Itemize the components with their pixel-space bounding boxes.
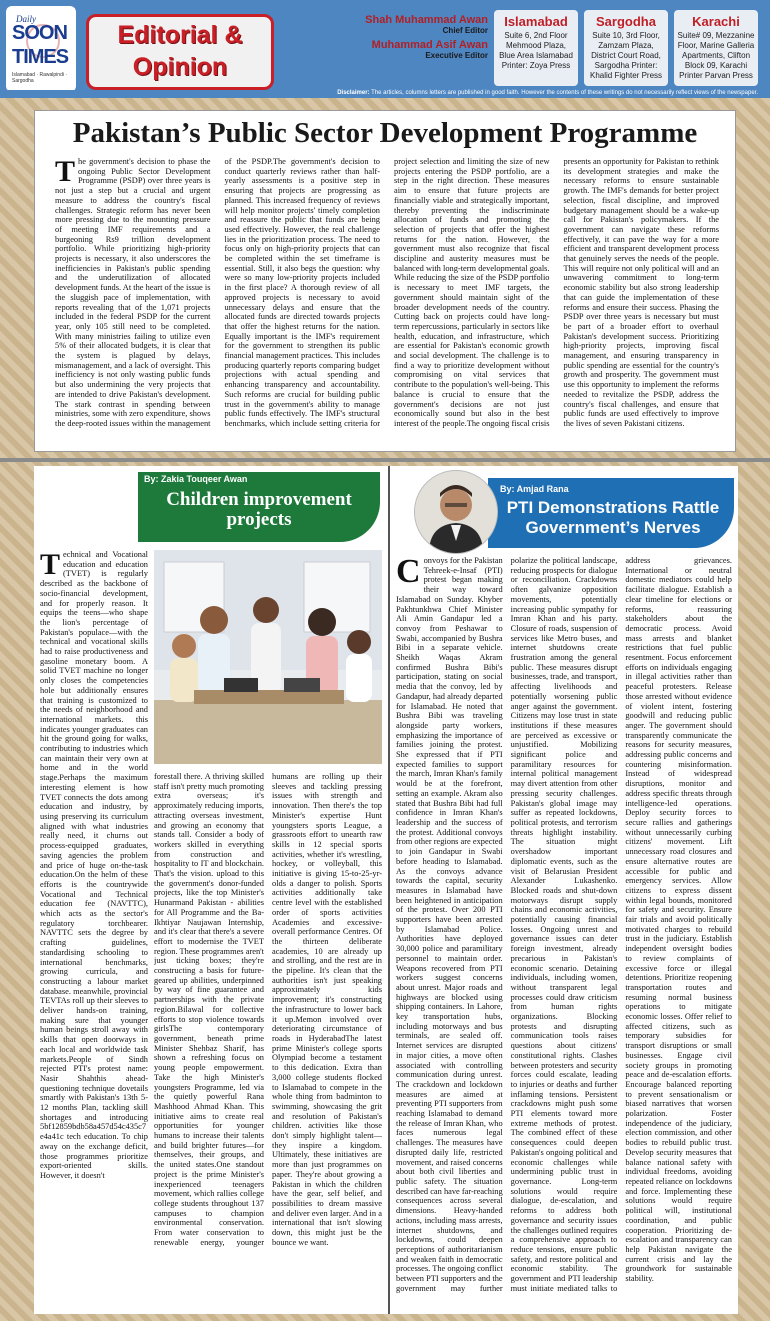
office-city: Sargodha bbox=[596, 14, 656, 29]
article-right-body bbox=[396, 556, 732, 1308]
article-left-byline: By: Zakia Touqeer Awan bbox=[144, 474, 248, 484]
editorial-panel bbox=[34, 110, 736, 452]
article-children-improvement bbox=[34, 466, 388, 1314]
article-right-byline: By: Amjad Rana bbox=[500, 484, 569, 494]
office-city: Islamabad bbox=[504, 14, 568, 29]
article-left-dropcap: T bbox=[40, 550, 61, 581]
disclaimer-bar bbox=[0, 90, 770, 98]
disclaimer-label: Disclaimer: bbox=[337, 90, 370, 96]
section-title-box bbox=[86, 14, 274, 90]
disclaimer-text: The articles, columns letters are published in good faith. However the contents of these writings do not necessarily reflect views of the newspaper. bbox=[371, 90, 758, 96]
article-right-text: onvoys for the Pakistan Tehreek-e-Insaf (PTI) protest began making their way toward Islamabad on Sunday. Khyber Pakhtunkhwa Chief Minister Ali Amin Gandapur led a convoy from Peshawar to Swabi, accompanied by Bushra Bibi in a separate vehicle. Sheikh Waqas Akram confirmed Bushra Bibi's participation, stating on social media that the convoy, led by Gandapur, had already departed for Islamabad. He noted that Bushra Bibi was traveling alongside party workers, emphasizing the importance of families joining the protest. She expressed that if PTI expected families to support the march, Imran Khan's family would be at the forefront, setting an example. Akram also stated that Bushra Bibi had full confidence in Imran Khan's leadership and the success of the protest. Additional convoys from other regions are expected to join Gandapur in Swabi before heading to Islamabad. As the convoys advance towards the capital, security measures in Islamabad have been heightened in anticipation of the protest. Over 200 PTI supporters have been arrested by Islamabad Police. Authorities have deployed 30,000 police and paramilitary personnel to maintain order. Weapons recovered from PTI workers suggest concerns about unrest. Major roads and highways are blocked using shipping containers. In Lahore, key transportation hubs, including motorways and bus terminals, are sealed off. Internet services are disrupted in major cities, a move often associated with controlling communication during unrest. The crackdown and lockdown measures are aimed at preventing PTI supporters from reaching Islamabad to demand the release of Imran Khan, who faces numerous legal challenges. The measures have disrupted daily life, restricted movement, and raised concerns about both civil liberties and public safety. The situation described can have far-reaching consequences across several dimensions. Heavy-handed actions, including mass arrests, internet shutdowns, and lockdowns, could deepen perceptions of authoritarianism and weaken faith in democratic processes. The ongoing conflict between PTI supporters and the government may further polarize the political landscape, reducing prospects for dialogue or reconciliation. Crackdowns often galvanize opposition movements, potentially increasing public sympathy for Imran Khan and his party. Closure of roads, suspension of services like Metro buses, and internet shutdowns create frustration among the general public. These measures disrupt businesses, trade, and transport, affecting livelihoods and potentially worsening public anger against the government. Citizens may lose trust in state institutions if these measures are perceived as excessive or unjustified. Mobilizing significant police and paramilitary resources for internal political management may divert attention from other pressing security challenges. Pakistan's global image may suffer as repeated lockdowns, political protests, and terrorism threats highlight instability. The situation might overshadow important diplomatic events, such as the visit of Belarusian President Alexander Lukashenko. Blocked roads and shut-down motorways disrupt supply chains and economic activities, potentially causing financial losses. Ongoing unrest and governance issues can deter foreign investment, already precarious in Pakistan's economic scenario. Detaining individuals, including women, without transparent legal processes could draw criticism from human rights organizations. Blocking protests and disrupting communication tools raises questions about citizens' constitutional rights. Clashes between protesters and security forces could escalate, leading to injuries or deaths and further inflaming tensions. Persistent crackdowns might push some PTI elements toward more extreme methods of protest. The combined effect of these consequences could deepen Pakistan's ongoing political and economic challenges while undermining public trust in governance. Long-term solutions would require dialogue, de-escalation, and reforms to address both governance and security issues the challenges outlined requires a comprehensive approach to reduce tensions, ensure public safety, and restore political and economic stability. The government and PTI leadership must initiate mediated talks to address grievances. International or neutral domestic mediators could help facilitate dialogue. Establish a clear timeline for elections or reforms, reassuring stakeholders about the democratic process. Avoid mass arrests and blanket restrictions that fuel public resentment. Focus enforcement efforts on individuals engaging in illegal activities rather than peaceful protesters. Release those arrested without evidence of violent intent, fostering goodwill and reducing public anger. The government should transparently communicate the reasons for security measures, addressing public concerns and countering misinformation. Instead of widespread disruptions, monitor and address specific threats through intelligence-led operations. Deploy security forces to secure rallies and gatherings without unnecessarily curbing citizens' movement. Lift unnecessary road closures and ensure alternative routes are accessible for public and emergency services. Allow citizens to express dissent within legal bounds, monitored for safety and security. Ensure fair trials and avoid politically motivated charges to rebuild trust in the judiciary. Establish independent oversight bodies to review complaints of excessive force or illegal detentions. Prioritize reopening transportation routes and resuming normal business operations to mitigate economic losses. Offer relief to affected citizens, such as temporary subsidies for transport disruptions or small businesses. Engage civil society groups in promoting peace and de-escalation efforts. Encourage balanced reporting to prevent sensationalism or biased narratives that worsen polarization. Foster independence of the judiciary, election commission, and other bodies to rebuild public trust. Develop security measures that balance national safety with individual freedoms, avoiding repeated reliance on lockdowns and force. Implementing these solutions would require political will, institutional coordination, and public cooperation. Prioritizing de-escalation and transparency can help Pakistan navigate the current crisis and lay the groundwork for sustainable stability. bbox=[396, 556, 732, 1293]
editorial-text: he government's decision to phase the ongoing Public Sector Development Programme (PSDP) over three years is not just a step but a crucial and urgent measure to address the country's fiscal challenges. Strategic reform has never been more pressing due to the mounting pressure of meeting IMF requirements and a burgeoning Rs9 trillion development portfolio. While prioritizing high-priority projects is necessary, it also underscores the inefficiencies in Pakistan's public spending and the underutilization of allocated development funds. At the heart of the issue is the sluggish pace of implementation, with reports revealing that of the 1,071 projects included in the federal PSDP for the current year, only 105 still need to be completed. With many ministries failing to utilize even 5% of their allocated budgets, it is clear that the system is plagued by delays, mismanagement, and a lack of oversight. This inefficiency is not only wasting public funds but also undermining the very projects that are intended to drive Pakistan's development. The stark contrast in spending between ministries, some with zero expenditure, shows the deep-rooted issues within the management of the PSDP.The government's decision to conduct quarterly reviews rather than half-yearly assessments is a positive step in ensuring that projects are progressing as planned. This increased frequency of reviews will help monitor projects' timely completion and reassure the public that funds are being used effectively. However, the real challenge lies in the prioritization process. The need to focus only on high-priority projects that can be completed within the set timeframe is essential. Still, it also begs the question: why were so many low-priority projects included in the first place? A thorough review of all approved projects is necessary to avoid unnecessary delays and ensure that the allocated funds are directed towards projects that offer the highest returns for the nation. Equally important is the IMF's requirement for the government to strengthen its public financial management practices. This includes producing quarterly reports comparing budget projections with actual spending and enhancing transparency and accountability. Such reforms are crucial for building public trust in the government's ability to manage public funds effectively. The IMF's structural benchmarks, which include setting criteria for project selection and limiting the size of new projects entering the PSDP portfolio, are a step in the right direction. These measures aim to ensure that future projects are financially viable and strategically important, thereby preventing the indiscriminate allocation of funds and promoting the selection of projects that offer the highest returns for the nation. However, the government must also recognize that fiscal discipline and austerity measures must be balanced with long-term developmental goals. While reducing the size of the PSDP portfolio is necessary to meet IMF targets, the government should maintain sight of the broader development needs of the country. Cutting back on projects could have long-term repercussions, particularly in sectors like health, education, and infrastructure, which are essential for Pakistan's economic growth and social development. The challenge is to find a way to prioritize development without compromising on vital services that contribute to the population's well-being. This balance is crucial to ensure that the government's decisions are not just economically sound but also in the best interest of the people.The ongoing fiscal crisis presents an opportunity for Pakistan to rethink its development strategies and make the necessary reforms to ensure sustainable growth. The IMF's demands for better project selection, fiscal discipline, and improved budgetary management should be a wake-up call for Pakistan's policymakers. If the government can navigate these reforms effectively, it can pave the way for a more efficient and transparent development process that genuinely serves the needs of the people. This will require not only political will and an unwavering commitment to long-term economic stability but also strong leadership that can guide the implementation of these reforms and ensure their success. Phasing the PSDP over three years is necessary but must be part of a broader effort to overhaul Pakistan's development success. Prioritizing high-priority projects, improving fiscal management, and ensuring transparency in public spending are essential for the country's growth and prosperity. The government must use this opportunity to implement the reforms needed to revitalize the PSDP, address the country's fiscal challenges, and ensure that public funds are used effectively to improve the lives of seven Pakistani citizens. bbox=[55, 157, 719, 428]
logo-subtitle: Islamabad · Rawalpindi · Sargodha bbox=[12, 72, 68, 84]
article-pti-demonstrations bbox=[390, 466, 738, 1314]
office-address: Suite 10, 3rd Floor, Zamzam Plaza, District Court Road, Sargodha Printer: Khalid Fighter Press bbox=[589, 31, 663, 80]
author-avatar bbox=[414, 470, 498, 554]
opinion-section bbox=[0, 462, 770, 1321]
article-left-header bbox=[138, 472, 380, 542]
executive-editor-name: Muhammad Asif Awan bbox=[371, 39, 488, 51]
executive-editor-role: Executive Editor bbox=[425, 51, 488, 60]
editorial-body bbox=[55, 157, 719, 443]
editors-block bbox=[312, 14, 488, 64]
article-left-columns bbox=[154, 772, 382, 1312]
chief-editor-name: Shah Muhammad Awan bbox=[365, 14, 488, 26]
office-address: Suite# 09, Mezzanine Floor, Marine Galleria Apartments, Clifton Block 09, Karachi Printer Parvan Press bbox=[677, 31, 755, 80]
office-karachi bbox=[674, 10, 758, 86]
editorial-title: Pakistan’s Public Sector Development Programme bbox=[72, 117, 698, 149]
article-left-column1 bbox=[40, 550, 148, 1308]
office-address: Suite 6, 2nd Floor Mehmood Plaza, Blue Area Islamabad Printer: Zoya Press bbox=[499, 31, 573, 70]
classroom-illustration bbox=[154, 550, 382, 764]
section-title-line2: Opinion bbox=[132, 53, 228, 81]
classroom-photo bbox=[154, 550, 382, 764]
author-portrait bbox=[415, 471, 497, 553]
masthead bbox=[0, 0, 770, 96]
logo-daily-text: Daily bbox=[16, 14, 36, 24]
article-left-text1: echnical and Vocational education and education (TVET) is regularly described as the backbone of socio-financial development, and for properly reason. It equips the teens—who shape the lion's percentage of Pakistan's populace—with the technical and vocational skills had to raise productiveness and gasoline monetary boom. A solid TVET machine no longer only closes the competencies hole but additionally ensures that training is customized to the needs of neighborhood and international markets. this indicates younger graduates can hit the ground going for walks, contributing to industries which can maintain their very own at home and in the world stage.Perhaps the maximum interesting element is how TVET connects the dots among education and industry, by using preserving its curriculum aligned with what industries really need, it churns out process-equipped graduates, saving agencies the problem and price of huge on-the-task education.On the helm of these efforts is the countrywide Vocational and Technical education fee (NAVTTC), which acts as the sector's regulatory torchbearer. NAVTTC sets the degree by crafting guidelines, standardising schooling to international benchmarks, growing curricula, and constructing a labour market database. meanwhile, provincial TEVTAs roll up their sleeves to deliver hands-on training, making sure that younger human beings stroll away with skills that open doorways in each local and worldwide task markets.People of Sindh rejected PTI's protest name: Nasir Shahthis ahead-questioning technique dovetails smartly with Pakistan's 13th 5-12 months Plan, tackling skill shortages and introducing 5bf12859bdb58a457d54c435c7 e4a41c tech education. To chip away on the exchange deficit, those programmes prioritize export-oriented skills. However, it doesn't bbox=[40, 550, 148, 1180]
newspaper-logo bbox=[6, 6, 76, 92]
office-sargodha bbox=[584, 10, 668, 86]
article-right-dropcap: C bbox=[396, 556, 421, 590]
article-right-title: PTI Demonstrations Rattle Government’s Nerves bbox=[506, 498, 720, 537]
editorial-dropcap: T bbox=[55, 157, 76, 188]
article-left-text2: forestall there. A thriving skilled staff isn't pretty much promoting extra overseas; it's approximately reducing imports, attracting overseas investment, and growing an economy that stands tall. Consider a body of workers skilled in everything from construction and hospitality to IT and blockchain. That's the vision. upload to this the government's donor-funded projects, like the top Minister's Hunarmand Pakistan - abilities for All Programme and the Ba-Ikhtiyar Naujawan Internship, and it's clear that there's a severe effort to modernise the TVET region. These programmes aren't just ticking boxes; they're constructing a basis for future-geared up abilities, underpinned by way of fine guarantee and partnerships with the private region.Bilawal for collective efforts to stop violence towards girlsThe contemporary government, beneath prime Minister Shehbaz Sharif, has shown a refreshing focus on young people empowerment. Take the high Minister's youngsters Programme, led via the quietly powerful Rana Mashhood Ahmad Khan. This initiative aims to create real opportunities for younger humans to increase their talents and build brighter futures—for themselves, their groups, and the united states.One standout project is the prime Minister's inexperienced teenagers movement, which rallies college college students throughout 137 campuses to champion environmental conservation. From water conservation to renewable energy, younger humans are rolling up their sleeves and tackling pressing issues with strength and innovation. Then there's the top Minister's expertise Hunt youngsters sports League, a grassroots effort to unearth raw skills in 12 special sports activities, whether it's wrestling, hockey, or volleyball, this initiative is giving 15-to-25-yr-olds a danger to polish. Sports activities additionally take centre level with the established order of sports activities Academies and excessive-overall performance Centres. Of the thirteen deliberate academies, 10 are already up and strolling, and the rest are in the pipeline. It's clean that the authorities isn't just speaking approximately kids improvement; it's constructing the infrastructure to lower back it up.Memon involved over deteriorating circumstance of roads in HyderabadThe latest prime Minister's college sports Olympiad become a testament to this dedication. Extra than 3,000 college students flocked to Islamabad to compete in the whole thing from badminton to swimming, showcasing the grit and resolution of Pakistan's children. activities like those don't simply highlight talent—they inspire a kingdom. Ultimately, these initiatives are more than just programmes on paper. They're about growing a Pakistan in which the children have the gear, self belief, and possibilities to dream massive and deliver even larger. And in a international that isn't slowing down, this might just be the bounce we want. bbox=[154, 772, 382, 1247]
article-right-header bbox=[488, 478, 734, 548]
chief-editor-role: Chief Editor bbox=[442, 26, 488, 35]
logo-line1: SOON bbox=[12, 22, 67, 44]
article-left-title: Children improvement projects bbox=[166, 489, 352, 530]
section-title-line1: Editorial & bbox=[117, 21, 243, 49]
editorial-section bbox=[0, 98, 770, 458]
office-islamabad bbox=[494, 10, 578, 86]
logo-line2: TIMES bbox=[12, 46, 69, 68]
office-city: Karachi bbox=[692, 14, 740, 29]
